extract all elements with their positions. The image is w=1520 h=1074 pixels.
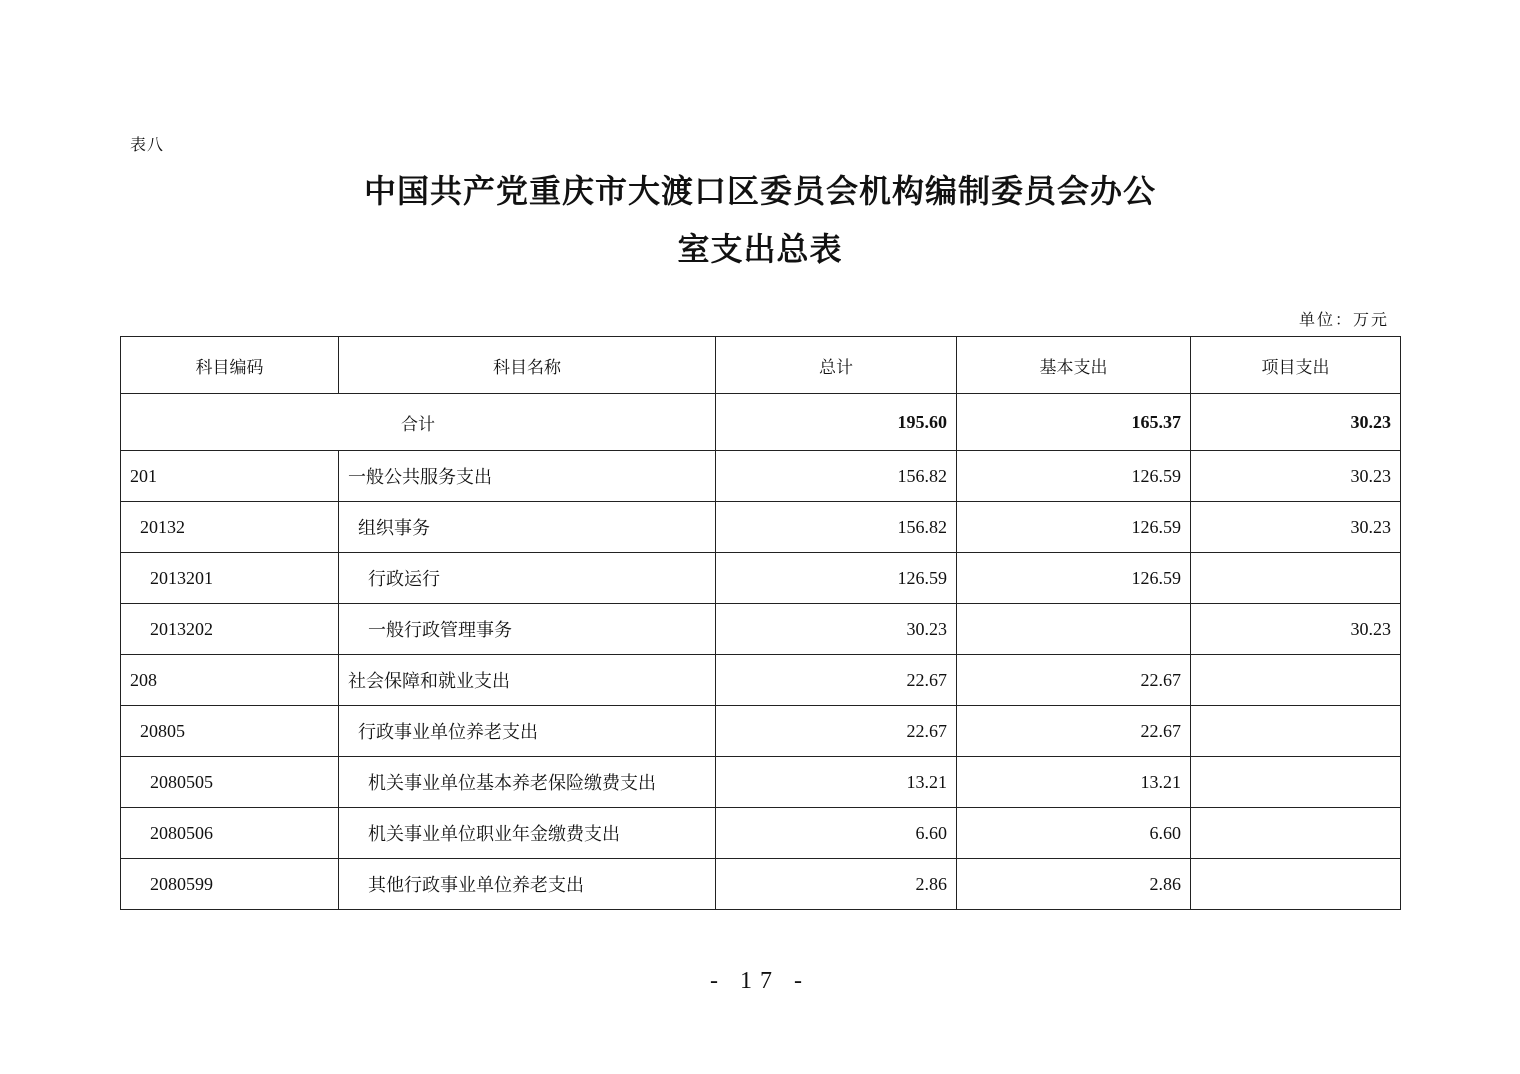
row-name: 其他行政事业单位养老支出 <box>339 859 716 910</box>
row-project: 30.23 <box>1191 502 1401 553</box>
row-project: 30.23 <box>1191 604 1401 655</box>
row-total: 126.59 <box>716 553 957 604</box>
row-code: 2013201 <box>121 553 339 604</box>
row-code: 20805 <box>121 706 339 757</box>
row-basic: 6.60 <box>957 808 1191 859</box>
row-total: 30.23 <box>716 604 957 655</box>
table-row <box>121 604 1401 655</box>
row-total: 6.60 <box>716 808 957 859</box>
table-row <box>121 859 1401 910</box>
expenditure-table <box>120 336 1401 910</box>
row-name: 组织事务 <box>339 502 716 553</box>
row-code: 2013202 <box>121 604 339 655</box>
table-row <box>121 808 1401 859</box>
row-code: 2080506 <box>121 808 339 859</box>
row-name: 行政运行 <box>339 553 716 604</box>
row-total: 22.67 <box>716 655 957 706</box>
total-label: 合计 <box>121 394 716 451</box>
row-project <box>1191 706 1401 757</box>
row-total: 22.67 <box>716 706 957 757</box>
row-basic: 22.67 <box>957 706 1191 757</box>
row-code: 201 <box>121 451 339 502</box>
header-total: 总计 <box>716 337 957 394</box>
table-row <box>121 706 1401 757</box>
row-code: 208 <box>121 655 339 706</box>
header-name: 科目名称 <box>339 337 716 394</box>
row-name: 行政事业单位养老支出 <box>339 706 716 757</box>
row-name: 机关事业单位职业年金缴费支出 <box>339 808 716 859</box>
table-row <box>121 655 1401 706</box>
row-basic: 126.59 <box>957 553 1191 604</box>
document-title-line-1: 中国共产党重庆市大渡口区委员会机构编制委员会办公 <box>363 172 1156 210</box>
row-code: 2080505 <box>121 757 339 808</box>
total-basic: 165.37 <box>957 394 1191 451</box>
table-row <box>121 502 1401 553</box>
row-basic: 2.86 <box>957 859 1191 910</box>
row-name: 社会保障和就业支出 <box>339 655 716 706</box>
row-project: 30.23 <box>1191 451 1401 502</box>
table-row <box>121 553 1401 604</box>
total-project: 30.23 <box>1191 394 1401 451</box>
total-amount: 195.60 <box>716 394 957 451</box>
header-project: 项目支出 <box>1191 337 1401 394</box>
row-basic: 126.59 <box>957 451 1191 502</box>
row-total: 13.21 <box>716 757 957 808</box>
row-total: 156.82 <box>716 502 957 553</box>
table-row <box>121 757 1401 808</box>
total-row <box>121 394 1401 451</box>
row-total: 2.86 <box>716 859 957 910</box>
row-basic: 22.67 <box>957 655 1191 706</box>
table-row <box>121 451 1401 502</box>
row-project <box>1191 859 1401 910</box>
row-code: 2080599 <box>121 859 339 910</box>
table-label: 表八 <box>130 135 165 154</box>
unit-label: 单位：万元 <box>1298 310 1389 329</box>
document-title-line-2: 室支出总表 <box>677 230 843 268</box>
row-project <box>1191 808 1401 859</box>
row-basic: 13.21 <box>957 757 1191 808</box>
row-name: 一般公共服务支出 <box>339 451 716 502</box>
row-basic <box>957 604 1191 655</box>
row-project <box>1191 553 1401 604</box>
header-basic: 基本支出 <box>957 337 1191 394</box>
row-name: 一般行政管理事务 <box>339 604 716 655</box>
row-total: 156.82 <box>716 451 957 502</box>
row-basic: 126.59 <box>957 502 1191 553</box>
row-project <box>1191 757 1401 808</box>
row-project <box>1191 655 1401 706</box>
row-code: 20132 <box>121 502 339 553</box>
row-name: 机关事业单位基本养老保险缴费支出 <box>339 757 716 808</box>
table-header-row <box>121 337 1401 394</box>
header-code: 科目编码 <box>121 337 339 394</box>
page-number: - 17 - <box>710 968 810 994</box>
